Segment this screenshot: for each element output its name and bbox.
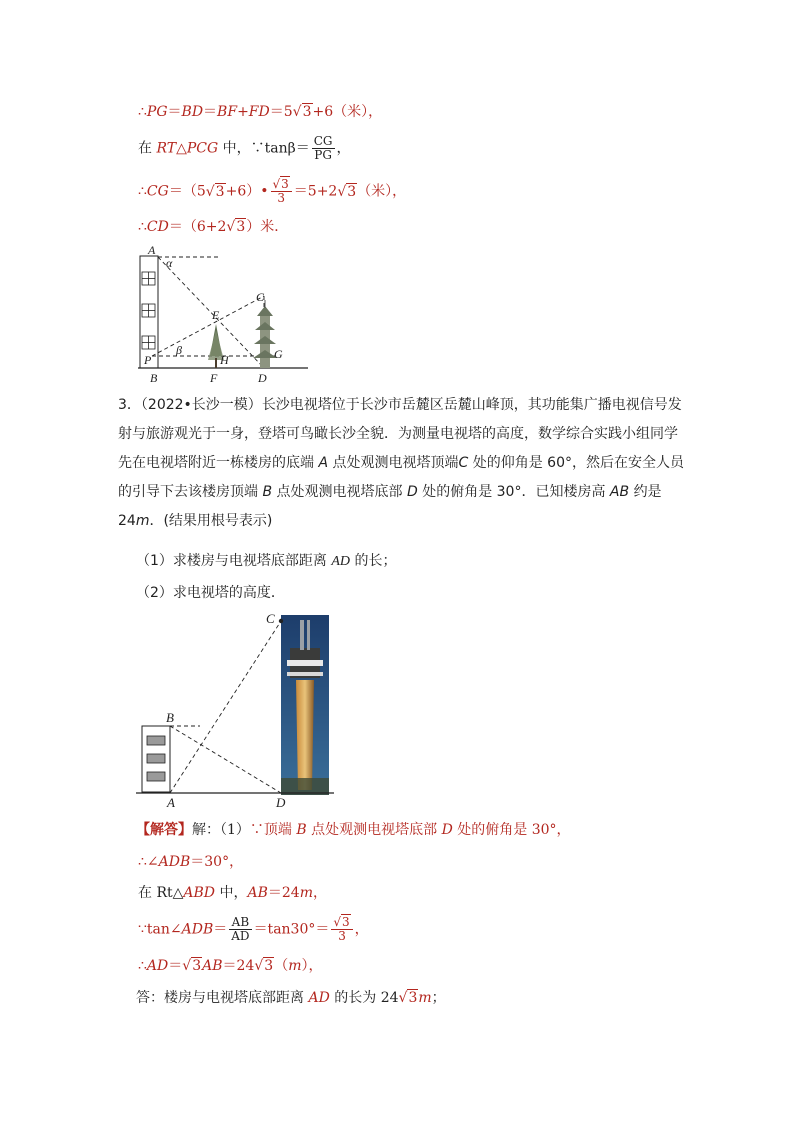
answer-line-6: 答：楼房与电视塔底部距离 AD 的长为 24√3m；	[136, 990, 446, 1006]
line-B-D	[170, 726, 281, 793]
tv-tower-photo	[281, 615, 329, 795]
figure-1-diagram	[136, 244, 308, 386]
label-F: F	[210, 371, 218, 385]
figure-2-diagram	[136, 608, 338, 810]
label-H: H	[220, 353, 229, 367]
label-G: G	[274, 347, 283, 361]
solution-line-4: ∴CD＝（6+2√3）米．	[138, 219, 289, 235]
answer-line-2: ∴∠ADB＝30°，	[138, 854, 244, 870]
sqrt-symbol: √3	[292, 104, 312, 120]
solution-line-3: ∴CG＝（5√3+6）• $\frac{√3}{3}$ ＝5+2√3（米），	[138, 177, 407, 205]
label-P: P	[144, 353, 152, 367]
label-A2: A	[167, 795, 175, 810]
label-B2: B	[166, 710, 174, 725]
label-B: B	[150, 371, 158, 385]
question-2: （2）求电视塔的高度．	[136, 585, 285, 601]
answer-line-5: ∴AD＝√3AB＝24√3（m），	[138, 958, 323, 974]
fraction-sqrt3-3-b: $\frac{√3}{3}$	[331, 916, 352, 943]
label-D: D	[258, 371, 267, 385]
answer-line-1: 【解答】解：（1）∵顶端 B 点处观测电视塔底部 D 处的俯角是 30°，	[136, 822, 571, 838]
label-alpha: α	[166, 256, 173, 270]
line-A-C	[170, 621, 281, 793]
answer-line-3: 在 Rt△ABD 中，AB＝24m，	[138, 885, 327, 901]
solution-line-1: ∴PG＝BD＝BF+FD＝5√3+6（米），	[138, 104, 383, 120]
point-C	[279, 619, 283, 623]
fraction-cg-pg: $\frac{CG}{PG}$	[313, 134, 333, 162]
label-C2: C	[266, 611, 275, 626]
building-2	[142, 726, 170, 792]
fraction-ab-ad: $\frac{AB}{AD}$	[231, 915, 250, 943]
fraction-sqrt3-3: $\frac{√3}{3}$	[271, 178, 292, 205]
solution-line-2: 在 RT△PCG 中，∵tanβ＝ $\frac{CG}{PG}$ ，	[138, 134, 351, 162]
label-C: C	[256, 290, 265, 304]
label-beta: β	[176, 343, 182, 357]
answer-line-4: ∵tan∠ADB＝ $\frac{AB}{AD}$ ＝tan30°＝ $\frac{√3}{3}$ ，	[138, 915, 369, 943]
problem-3-text: 3．（2022•长沙一模）长沙电视塔位于长沙市岳麓区岳麓山峰顶，其功能集广播电视信号发射与旅游观光于一身，登塔可鸟瞰长沙全貌．为测量电视塔的高度，数学综合实践小组同学先在电视塔附近一栋楼房的底端 A 点处观测电视塔顶端C 处的仰角是 60°，然后在安全人员的引导下去该楼房顶端 B 点处观测电视塔底部 D 处的俯角是 30°．已知楼房高 AB 约是 24m．(结果用根号表示)	[118, 397, 684, 529]
label-E: E	[212, 308, 220, 322]
label-D2: D	[276, 795, 286, 810]
question-1: （1）求楼房与电视塔底部距离 AD 的长；	[136, 553, 397, 569]
label-A: A	[148, 244, 156, 257]
